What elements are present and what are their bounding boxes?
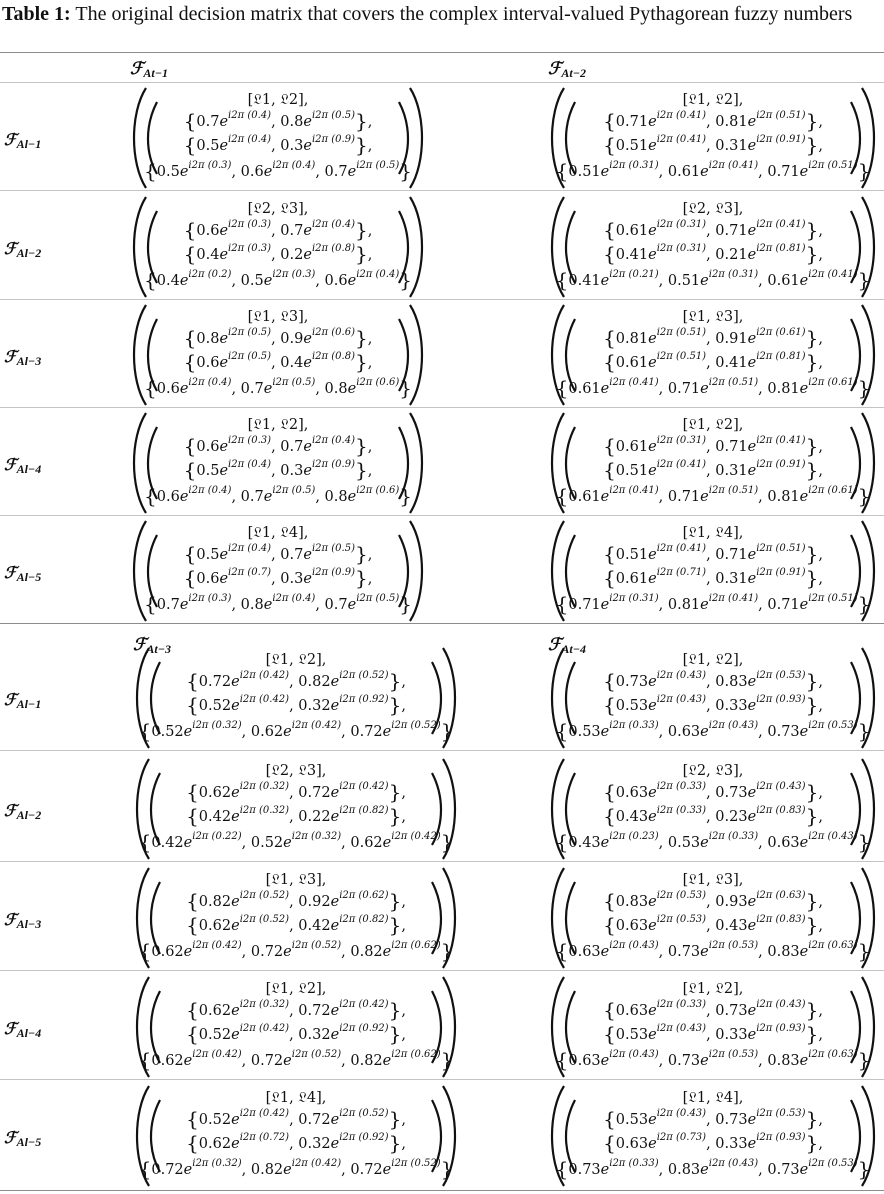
nonmembership-line: {$0.42e^{i2\pi (0.32)}$, $0.22e^{i2\pi (0.82)}$}, xyxy=(186,804,406,828)
column-header: ℱAt−3 xyxy=(133,635,171,656)
hesitancy-line: {$0.41e^{i2\pi (0.21)}$, $0.51e^{i2\pi (0.31)}$, $0.61e^{i2\pi (0.41)}$} xyxy=(555,268,871,292)
matrix-cell xyxy=(130,197,426,297)
matrix-cell xyxy=(548,1086,878,1186)
membership-line: {$0.71e^{i2\pi (0.41)}$, $0.81e^{i2\pi (0.51)}$}, xyxy=(603,109,823,133)
membership-line: {$0.73e^{i2\pi (0.43)}$, $0.83e^{i2\pi (0.53)}$}, xyxy=(603,669,823,693)
matrix-cell xyxy=(548,521,878,621)
row-label: ℱAl−3 xyxy=(4,912,42,931)
matrix-cell xyxy=(130,413,426,513)
interval-label: [𝔏1, 𝔏2], xyxy=(682,981,744,997)
nonmembership-line: {$0.62e^{i2\pi (0.72)}$, $0.32e^{i2\pi (0.92)}$}, xyxy=(186,1131,406,1155)
membership-line: {$0.62e^{i2\pi (0.32)}$, $0.72e^{i2\pi (0.42)}$}, xyxy=(186,780,406,804)
nonmembership-line: {$0.6e^{i2\pi (0.5)}$, $0.4e^{i2\pi (0.8)}$}, xyxy=(183,350,373,374)
interval-label: [𝔏1, 𝔏4], xyxy=(682,525,744,541)
membership-line: {$0.6e^{i2\pi (0.3)}$, $0.7e^{i2\pi (0.4)}$}, xyxy=(183,218,373,242)
interval-label: [𝔏1, 𝔏2], xyxy=(682,652,744,668)
column-header: ℱAt−2 xyxy=(548,59,586,80)
row-rule xyxy=(0,861,884,862)
hesitancy-line: {$0.63e^{i2\pi (0.43)}$, $0.73e^{i2\pi (0.53)}$, $0.83e^{i2\pi (0.63)}$} xyxy=(555,939,871,963)
nonmembership-line: {$0.63e^{i2\pi (0.73)}$, $0.33e^{i2\pi (0.93)}$}, xyxy=(603,1131,823,1155)
hesitancy-line: {$0.5e^{i2\pi (0.3)}$, $0.6e^{i2\pi (0.4)}$, $0.7e^{i2\pi (0.5)}$} xyxy=(144,159,412,183)
nonmembership-line: {$0.52e^{i2\pi (0.42)}$, $0.32e^{i2\pi (0.92)}$}, xyxy=(186,1022,406,1046)
row-label: ℱAl−3 xyxy=(4,349,42,368)
matrix-cell xyxy=(133,648,459,748)
hesitancy-line: {$0.72e^{i2\pi (0.32)}$, $0.82e^{i2\pi (0.42)}$, $0.72e^{i2\pi (0.52)}$} xyxy=(138,1157,454,1181)
bottom-rule xyxy=(0,1190,884,1191)
membership-line: {$0.62e^{i2\pi (0.32)}$, $0.72e^{i2\pi (0.42)}$}, xyxy=(186,998,406,1022)
membership-line: {$0.52e^{i2\pi (0.42)}$, $0.72e^{i2\pi (0.52)}$}, xyxy=(186,1107,406,1131)
matrix-cell xyxy=(133,977,459,1077)
matrix-cell xyxy=(548,977,878,1077)
membership-line: {$0.63e^{i2\pi (0.33)}$, $0.73e^{i2\pi (0.43)}$}, xyxy=(603,780,823,804)
membership-line: {$0.61e^{i2\pi (0.31)}$, $0.71e^{i2\pi (0.41)}$}, xyxy=(603,218,823,242)
interval-label: [𝔏1, 𝔏2], xyxy=(265,652,327,668)
interval-label: [𝔏1, 𝔏2], xyxy=(265,981,327,997)
row-label: ℱAl−4 xyxy=(4,457,42,476)
hesitancy-line: {$0.62e^{i2\pi (0.42)}$, $0.72e^{i2\pi (0.52)}$, $0.82e^{i2\pi (0.62)}$} xyxy=(138,1048,454,1072)
matrix-cell xyxy=(130,305,426,405)
interval-label: [𝔏1, 𝔏3], xyxy=(682,309,744,325)
membership-line: {$0.72e^{i2\pi (0.42)}$, $0.82e^{i2\pi (0.52)}$}, xyxy=(186,669,406,693)
matrix-cell xyxy=(133,868,459,968)
hesitancy-line: {$0.62e^{i2\pi (0.42)}$, $0.72e^{i2\pi (0.52)}$, $0.82e^{i2\pi (0.62)}$} xyxy=(138,939,454,963)
nonmembership-line: {$0.63e^{i2\pi (0.53)}$, $0.43e^{i2\pi (0.83)}$}, xyxy=(603,913,823,937)
hesitancy-line: {$0.7e^{i2\pi (0.3)}$, $0.8e^{i2\pi (0.4)}$, $0.7e^{i2\pi (0.5)}$} xyxy=(144,592,412,616)
block-rule xyxy=(0,623,884,624)
hesitancy-line: {$0.6e^{i2\pi (0.4)}$, $0.7e^{i2\pi (0.5)}$, $0.8e^{i2\pi (0.6)}$} xyxy=(144,484,412,508)
row-label: ℱAl−4 xyxy=(4,1021,42,1040)
nonmembership-line: {$0.4e^{i2\pi (0.3)}$, $0.2e^{i2\pi (0.8)}$}, xyxy=(183,242,373,266)
interval-label: [𝔏1, 𝔏4], xyxy=(247,525,309,541)
hesitancy-line: {$0.43e^{i2\pi (0.23)}$, $0.53e^{i2\pi (0.33)}$, $0.63e^{i2\pi (0.43)}$} xyxy=(555,830,871,854)
nonmembership-line: {$0.43e^{i2\pi (0.33)}$, $0.23e^{i2\pi (0.83)}$}, xyxy=(603,804,823,828)
nonmembership-line: {$0.53e^{i2\pi (0.43)}$, $0.33e^{i2\pi (0.93)}$}, xyxy=(603,693,823,717)
row-label: ℱAl−1 xyxy=(4,132,42,151)
matrix-cell xyxy=(130,521,426,621)
interval-label: [𝔏1, 𝔏2], xyxy=(682,92,744,108)
row-label: ℱAl−5 xyxy=(4,1130,42,1149)
matrix-cell xyxy=(548,305,878,405)
matrix-cell xyxy=(548,88,878,188)
row-rule xyxy=(0,190,884,191)
interval-label: [𝔏1, 𝔏2], xyxy=(247,92,309,108)
nonmembership-line: {$0.6e^{i2\pi (0.7)}$, $0.3e^{i2\pi (0.9)}$}, xyxy=(183,566,373,590)
nonmembership-line: {$0.5e^{i2\pi (0.4)}$, $0.3e^{i2\pi (0.9)}$}, xyxy=(183,458,373,482)
interval-label: [𝔏1, 𝔏3], xyxy=(265,872,327,888)
nonmembership-line: {$0.41e^{i2\pi (0.31)}$, $0.21e^{i2\pi (0.81)}$}, xyxy=(603,242,823,266)
membership-line: {$0.7e^{i2\pi (0.4)}$, $0.8e^{i2\pi (0.5)}$}, xyxy=(183,109,373,133)
row-label: ℱAl−2 xyxy=(4,241,42,260)
hesitancy-line: {$0.61e^{i2\pi (0.41)}$, $0.71e^{i2\pi (0.51)}$, $0.81e^{i2\pi (0.61)}$} xyxy=(555,376,871,400)
nonmembership-line: {$0.53e^{i2\pi (0.43)}$, $0.33e^{i2\pi (0.93)}$}, xyxy=(603,1022,823,1046)
membership-line: {$0.83e^{i2\pi (0.53)}$, $0.93e^{i2\pi (0.63)}$}, xyxy=(603,889,823,913)
interval-label: [𝔏1, 𝔏2], xyxy=(247,417,309,433)
interval-label: [𝔏1, 𝔏4], xyxy=(682,1090,744,1106)
matrix-cell xyxy=(548,868,878,968)
membership-line: {$0.5e^{i2\pi (0.4)}$, $0.7e^{i2\pi (0.5)}$}, xyxy=(183,542,373,566)
hesitancy-line: {$0.61e^{i2\pi (0.41)}$, $0.71e^{i2\pi (0.51)}$, $0.81e^{i2\pi (0.61)}$} xyxy=(555,484,871,508)
row-rule xyxy=(0,970,884,971)
nonmembership-line: {$0.51e^{i2\pi (0.41)}$, $0.31e^{i2\pi (0.91)}$}, xyxy=(603,133,823,157)
nonmembership-line: {$0.51e^{i2\pi (0.41)}$, $0.31e^{i2\pi (0.91)}$}, xyxy=(603,458,823,482)
table-caption-text: The original decision matrix that covers the complex interval-valued Pythagorean fuzzy numbers xyxy=(70,3,853,25)
interval-label: [𝔏1, 𝔏3], xyxy=(247,309,309,325)
nonmembership-line: {$0.52e^{i2\pi (0.42)}$, $0.32e^{i2\pi (0.92)}$}, xyxy=(186,693,406,717)
column-header: ℱAt−4 xyxy=(548,635,586,656)
row-label: ℱAl−5 xyxy=(4,565,42,584)
table-caption xyxy=(2,3,880,25)
matrix-cell xyxy=(130,88,426,188)
row-rule xyxy=(0,1079,884,1080)
header-rule xyxy=(0,82,884,83)
row-label: ℱAl−2 xyxy=(4,803,42,822)
row-label: ℱAl−1 xyxy=(4,692,42,711)
membership-line: {$0.82e^{i2\pi (0.52)}$, $0.92e^{i2\pi (0.62)}$}, xyxy=(186,889,406,913)
matrix-cell xyxy=(548,759,878,859)
matrix-cell xyxy=(548,197,878,297)
membership-line: {$0.63e^{i2\pi (0.33)}$, $0.73e^{i2\pi (0.43)}$}, xyxy=(603,998,823,1022)
hesitancy-line: {$0.53e^{i2\pi (0.33)}$, $0.63e^{i2\pi (0.43)}$, $0.73e^{i2\pi (0.53)}$} xyxy=(555,719,871,743)
row-rule xyxy=(0,299,884,300)
hesitancy-line: {$0.73e^{i2\pi (0.33)}$, $0.83e^{i2\pi (0.43)}$, $0.73e^{i2\pi (0.53)}$} xyxy=(555,1157,871,1181)
hesitancy-line: {$0.52e^{i2\pi (0.32)}$, $0.62e^{i2\pi (0.42)}$, $0.72e^{i2\pi (0.52)}$} xyxy=(138,719,454,743)
interval-label: [𝔏1, 𝔏4], xyxy=(265,1090,327,1106)
matrix-cell xyxy=(133,1086,459,1186)
membership-line: {$0.53e^{i2\pi (0.43)}$, $0.73e^{i2\pi (0.53)}$}, xyxy=(603,1107,823,1131)
nonmembership-line: {$0.61e^{i2\pi (0.71)}$, $0.31e^{i2\pi (0.91)}$}, xyxy=(603,566,823,590)
table-label: Table 1: xyxy=(2,3,71,25)
membership-line: {$0.8e^{i2\pi (0.5)}$, $0.9e^{i2\pi (0.6)}$}, xyxy=(183,326,373,350)
membership-line: {$0.6e^{i2\pi (0.3)}$, $0.7e^{i2\pi (0.4)}$}, xyxy=(183,434,373,458)
hesitancy-line: {$0.71e^{i2\pi (0.31)}$, $0.81e^{i2\pi (0.41)}$, $0.71e^{i2\pi (0.51)}$} xyxy=(555,592,871,616)
row-rule xyxy=(0,407,884,408)
interval-label: [𝔏2, 𝔏3], xyxy=(682,763,744,779)
nonmembership-line: {$0.62e^{i2\pi (0.52)}$, $0.42e^{i2\pi (0.82)}$}, xyxy=(186,913,406,937)
matrix-cell xyxy=(548,648,878,748)
interval-label: [𝔏1, 𝔏3], xyxy=(682,872,744,888)
matrix-cell xyxy=(133,759,459,859)
hesitancy-line: {$0.6e^{i2\pi (0.4)}$, $0.7e^{i2\pi (0.5)}$, $0.8e^{i2\pi (0.6)}$} xyxy=(144,376,412,400)
nonmembership-line: {$0.61e^{i2\pi (0.51)}$, $0.41e^{i2\pi (0.81)}$}, xyxy=(603,350,823,374)
hesitancy-line: {$0.4e^{i2\pi (0.2)}$, $0.5e^{i2\pi (0.3)}$, $0.6e^{i2\pi (0.4)}$} xyxy=(144,268,412,292)
hesitancy-line: {$0.51e^{i2\pi (0.31)}$, $0.61e^{i2\pi (0.41)}$, $0.71e^{i2\pi (0.51)}$} xyxy=(555,159,871,183)
interval-label: [𝔏2, 𝔏3], xyxy=(682,201,744,217)
row-rule xyxy=(0,750,884,751)
membership-line: {$0.61e^{i2\pi (0.31)}$, $0.71e^{i2\pi (0.41)}$}, xyxy=(603,434,823,458)
matrix-cell xyxy=(548,413,878,513)
membership-line: {$0.81e^{i2\pi (0.51)}$, $0.91e^{i2\pi (0.61)}$}, xyxy=(603,326,823,350)
interval-label: [𝔏2, 𝔏3], xyxy=(265,763,327,779)
membership-line: {$0.51e^{i2\pi (0.41)}$, $0.71e^{i2\pi (0.51)}$}, xyxy=(603,542,823,566)
interval-label: [𝔏1, 𝔏2], xyxy=(682,417,744,433)
row-rule xyxy=(0,515,884,516)
column-header: ℱAt−1 xyxy=(130,59,168,80)
hesitancy-line: {$0.63e^{i2\pi (0.43)}$, $0.73e^{i2\pi (0.53)}$, $0.83e^{i2\pi (0.63)}$} xyxy=(555,1048,871,1072)
nonmembership-line: {$0.5e^{i2\pi (0.4)}$, $0.3e^{i2\pi (0.9)}$}, xyxy=(183,133,373,157)
hesitancy-line: {$0.42e^{i2\pi (0.22)}$, $0.52e^{i2\pi (0.32)}$, $0.62e^{i2\pi (0.42)}$} xyxy=(138,830,454,854)
interval-label: [𝔏2, 𝔏3], xyxy=(247,201,309,217)
caption-rule xyxy=(0,52,884,53)
